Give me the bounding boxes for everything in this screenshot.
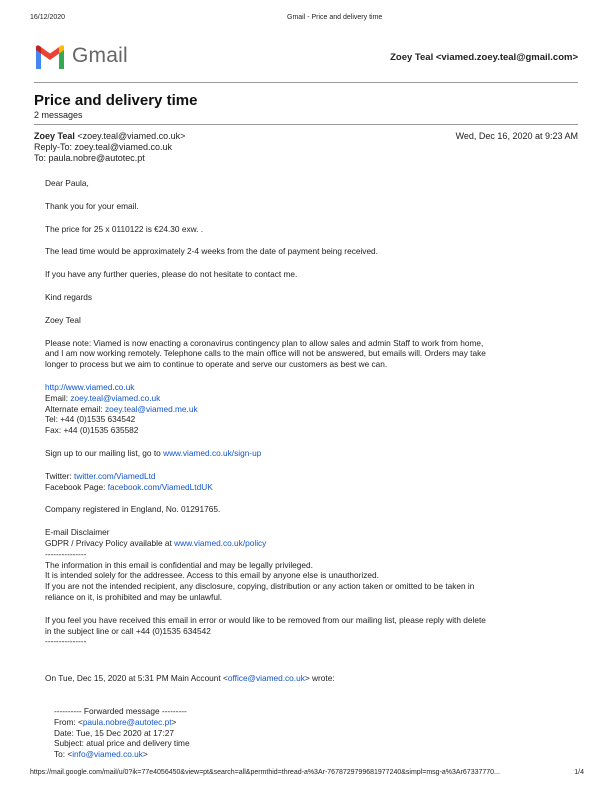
note-line: longer to process but we aim to continue to operate and serve our customers as best we can. [45, 359, 388, 370]
account-email: Zoey Teal <viamed.zoey.teal@gmail.com> [390, 52, 578, 63]
quoted-intro-prefix: On Tue, Dec 15, 2020 at 5:31 PM Main Account < [45, 673, 228, 683]
twitter-link[interactable]: twitter.com/ViamedLtd [74, 470, 156, 481]
fwd-from-email[interactable]: paula.nobre@autotec.pt [82, 716, 172, 727]
sender-email: <zoey.teal@viamed.co.uk> [77, 131, 186, 141]
recipient: To: paula.nobre@autotec.pt [34, 153, 145, 163]
regards: Kind regards [45, 291, 93, 302]
email-link[interactable]: zoey.teal@viamed.co.uk [70, 392, 161, 403]
disclaimer-title: E-mail Disclaimer [45, 527, 110, 538]
disclaimer-line: If you are not the intended recipient, any disclosure, copying, distribution or any action taken or omitted to be taken in [45, 581, 475, 592]
sender-name: Zoey Teal [34, 131, 75, 141]
disclaimer-block [45, 527, 565, 603]
note-line: and I am now working remotely. Telephone calls to the main office will not be answered, but emails will. Orders may take [45, 348, 486, 359]
facebook-label: Facebook Page: [45, 481, 108, 492]
separator: --------------- [45, 636, 87, 647]
forwarded-header: ---------- Forwarded message --------- [54, 706, 187, 716]
message-sender [34, 131, 185, 141]
greeting: Dear Paula, [45, 178, 89, 188]
signup-line [45, 448, 565, 459]
facebook-link[interactable]: facebook.com/ViamedLtdUK [107, 481, 213, 492]
signup-link[interactable]: www.viamed.co.uk/sign-up [163, 447, 262, 458]
alt-email-label: Alternate email: [45, 403, 105, 414]
lead-time: The lead time would be approximately 2-4 weeks from the date of payment being received. [45, 246, 378, 257]
gdpr-link[interactable]: www.viamed.co.uk/policy [174, 537, 267, 548]
message-date: Wed, Dec 16, 2020 at 9:23 AM [455, 131, 578, 141]
twitter-label: Twitter: [45, 470, 75, 481]
message-body [45, 178, 565, 659]
queries: If you have any further queries, please do not hesitate to contact me. [45, 269, 298, 280]
header-divider [34, 82, 578, 83]
message-count: 2 messages [34, 110, 83, 120]
note-line: Please note: Viamed is now enacting a coronavirus contingency plan to allow sales and admin Staff to work from home, [45, 337, 484, 348]
disclaimer-line: The information in this email is confidential and may be legally privileged. [45, 559, 313, 570]
forwarded-block [54, 706, 190, 760]
fwd-from-suffix: > [171, 716, 177, 727]
removal-line: in the subject line or call +44 (0)1535 634542 [45, 625, 211, 636]
telephone: Tel: +44 (0)1535 634542 [45, 414, 136, 425]
print-url: https://mail.google.com/mail/u/0?ik=77e4056450&view=pt&search=all&permthid=thread-a%3Ar-7678729799681977240&simpl=msg-a%3Ar67337770... [30, 769, 500, 776]
quoted-intro-email[interactable]: office@viamed.co.uk [227, 673, 305, 683]
alt-email-link[interactable]: zoey.teal@viamed.me.uk [104, 403, 198, 414]
signup-label: Sign up to our mailing list, go to [45, 447, 164, 458]
thread-subject: Price and delivery time [34, 92, 198, 109]
quoted-intro-suffix: > wrote: [304, 673, 335, 683]
fwd-to-email[interactable]: info@viamed.co.uk [72, 749, 143, 760]
disclaimer-line: It is intended solely for the addressee. Access to this email by anyone else is unauthorized. [45, 570, 379, 581]
removal-block [45, 615, 565, 647]
contact-block [45, 382, 565, 436]
signature-name: Zoey Teal [45, 314, 81, 325]
quoted-intro [45, 673, 335, 684]
reply-to: Reply-To: zoey.teal@viamed.co.uk [34, 142, 173, 152]
gmail-wordmark: Gmail [72, 44, 128, 67]
fwd-subject: Subject: atual price and delivery time [54, 738, 190, 749]
print-date: 16/12/2020 [30, 14, 66, 21]
covid-note [45, 338, 565, 370]
fwd-to-suffix: > [142, 749, 148, 760]
website-link[interactable]: http://www.viamed.co.uk [45, 381, 135, 392]
thread-divider [34, 124, 578, 125]
thanks: Thank you for your email. [45, 200, 139, 211]
social-block [45, 471, 565, 493]
price-line: The price for 25 x 0110122 is €24.30 exw. . [45, 223, 204, 234]
separator: --------------- [45, 548, 87, 559]
gmail-logo[interactable] [34, 43, 130, 71]
page-number: 1/4 [574, 769, 584, 776]
email-label: Email: [45, 392, 71, 403]
removal-line: If you feel you have received this email in error or would like to be removed from our mailing list, please reply with delete [45, 614, 486, 625]
fwd-to-prefix: To: < [54, 749, 73, 760]
fwd-date: Date: Tue, 15 Dec 2020 at 17:27 [54, 727, 174, 738]
fax: Fax: +44 (0)1535 635582 [45, 425, 139, 436]
gmail-m-icon [34, 45, 66, 70]
print-title: Gmail - Price and delivery time [287, 14, 383, 21]
company-registration: Company registered in England, No. 01291765. [45, 504, 221, 515]
gdpr-label: GDPR / Privacy Policy available at [45, 537, 175, 548]
disclaimer-line: reliance on it, is prohibited and may be unlawful. [45, 591, 223, 602]
fwd-from-prefix: From: < [54, 716, 83, 727]
